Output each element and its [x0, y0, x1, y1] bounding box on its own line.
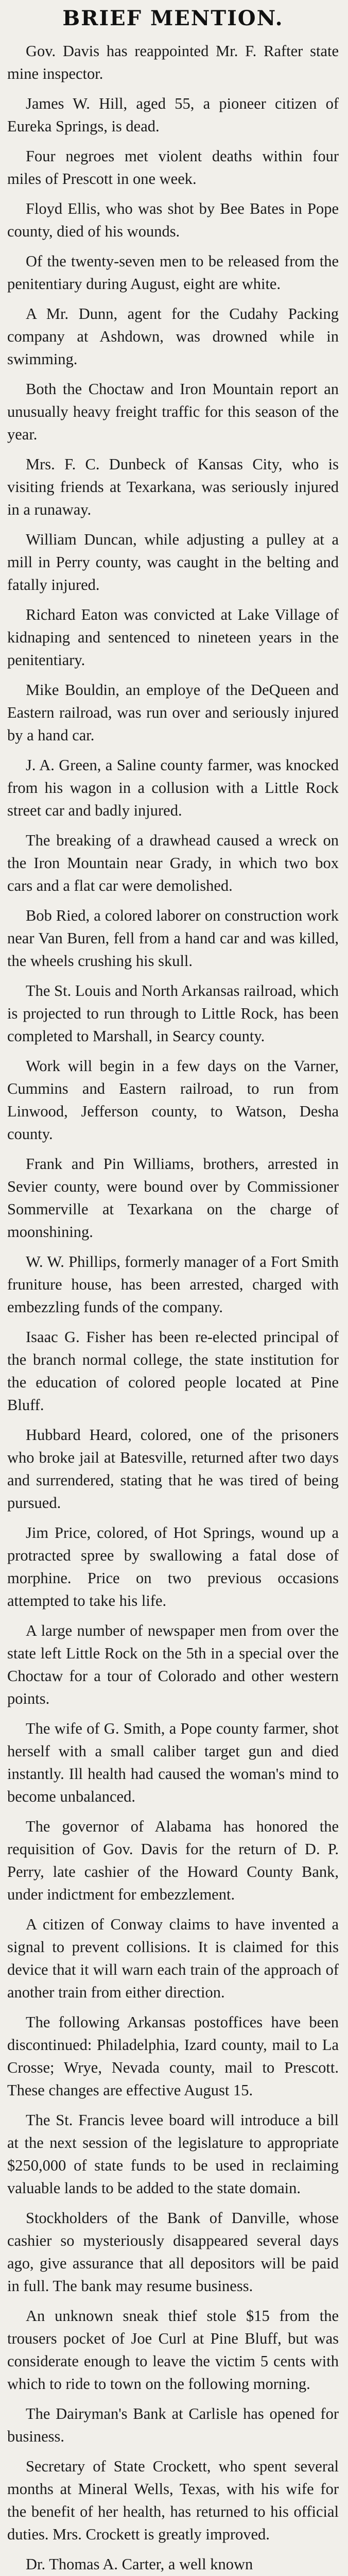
- news-item: Frank and Pin Williams, brothers, arrested in Sevier county, were bound over by Commissioner Sommerville at Texarkana on the charge of moonshining.: [7, 1155, 339, 1241]
- news-item: William Duncan, while adjusting a pulley at a mill in Perry county, was caught in the belting and fatally injured.: [7, 531, 339, 594]
- news-item: The breaking of a drawhead caused a wreck on the Iron Mountain near Grady, in which two box cars and a flat car were demolished.: [7, 832, 339, 894]
- news-item: Mike Bouldin, an employe of the DeQueen and Eastern railroad, was run over and seriously injured by a hand car.: [7, 681, 339, 744]
- news-item: The governor of Alabama has honored the requisition of Gov. Davis for the return of D. P. Perry, late cashier of the Howard County Bank, under indictment for embezzlement.: [7, 1818, 339, 1903]
- news-item: Richard Eaton was convicted at Lake Village of kidnaping and sentenced to nineteen years in the penitentiary.: [7, 606, 339, 669]
- headline: BRIEF MENTION.: [62, 6, 284, 30]
- news-item: A citizen of Conway claims to have invented a signal to prevent collisions. It is claimed for this device that it will warn each train of the approach of another train from either direction.: [7, 1916, 339, 2001]
- news-item: Four negroes met violent deaths within four miles of Prescott in one week.: [7, 147, 339, 188]
- news-item: A Mr. Dunn, agent for the Cudahy Packing company at Ashdown, was drowned while in swimming.: [7, 305, 339, 368]
- news-item: Stockholders of the Bank of Danville, whose cashier so mysteriously disappeared several days ago, give assurance that all depositors will be paid in full. The bank may resume business.: [7, 2209, 339, 2295]
- news-item: Jim Price, colored, of Hot Springs, wound up a protracted spree by swallowing a fatal dose of morphine. Price on two previous occasions attempted to take his life.: [7, 1524, 339, 1609]
- news-items: [7, 40, 339, 2575]
- news-item: J. A. Green, a Saline county farmer, was knocked from his wagon in a collusion with a Little Rock street car and badly injured.: [7, 756, 339, 819]
- news-item: W. W. Phillips, formerly manager of a Fort Smith fruniture house, has been arrested, charged with embezzling funds of the company.: [7, 1253, 339, 1316]
- news-item: Both the Choctaw and Iron Mountain report an unusually heavy freight traffic for this season of the year.: [7, 380, 339, 443]
- news-item: Mrs. F. C. Dunbeck of Kansas City, who is visiting friends at Texarkana, was seriously injured in a runaway.: [7, 455, 339, 518]
- news-item: An unknown sneak thief stole $15 from the trousers pocket of Joe Curl at Pine Bluff, but was considerate enough to leave the victim 5 cents with which to ride to town on the following morning.: [7, 2307, 339, 2393]
- news-item: Dr. Thomas A. Carter, a well known: [26, 2555, 253, 2573]
- news-item: James W. Hill, aged 55, a pioneer citizen of Eureka Springs, is dead.: [7, 95, 339, 135]
- news-item: Gov. Davis has reappointed Mr. F. Rafter state mine inspector.: [7, 42, 339, 82]
- news-item: Secretary of State Crockett, who spent several months at Mineral Wells, Texas, with his wife for the benefit of her health, has returned to his official duties. Mrs. Crockett is greatly improved.: [7, 2458, 339, 2543]
- news-item: Bob Ried, a colored laborer on construction work near Van Buren, fell from a hand car and was killed, the wheels crushing his skull.: [7, 907, 339, 970]
- news-item: Floyd Ellis, who was shot by Bee Bates in Pope county, died of his wounds.: [7, 200, 339, 240]
- news-item: A large number of newspaper men from over the state left Little Rock on the 5th in a special over the Choctaw for a tour of Colorado and other western points.: [7, 1622, 339, 1707]
- news-item: The St. Francis levee board will introduce a bill at the next session of the legislature to appropriate $250,000 of state funds to be used in reclaiming valuable lands to be added to the state domain.: [7, 2111, 339, 2197]
- news-item: The Dairyman's Bank at Carlisle has opened for business.: [7, 2405, 339, 2445]
- news-item: Isaac G. Fisher has been re-elected principal of the branch normal college, the state institution for the education of colored people located at Pine Bluff.: [7, 1328, 339, 1414]
- news-item: The following Arkansas postoffices have been discontinued: Philadelphia, Izard county, mail to La Crosse; Wrye, Nevada county, mail to Prescott. These changes are effective August 15.: [7, 2013, 339, 2099]
- news-item: The wife of G. Smith, a Pope county farmer, shot herself with a small caliber target gun and died instantly. Ill health had caused the woman's mind to become unbalanced.: [7, 1720, 339, 1805]
- news-item: The St. Louis and North Arkansas railroad, which is projected to run through to Little Rock, has been completed to Marshall, in Searcy county.: [7, 982, 339, 1045]
- news-item: Hubbard Heard, colored, one of the prisoners who broke jail at Batesville, returned after two days and surrendered, stating that he was tired of being pursued.: [7, 1426, 339, 1512]
- news-item: Of the twenty-seven men to be released from the penitentiary during August, eight are white.: [7, 252, 339, 293]
- news-item: Work will begin in a few days on the Varner, Cummins and Eastern railroad, to run from Linwood, Jefferson county, to Watson, Desha county.: [7, 1057, 339, 1143]
